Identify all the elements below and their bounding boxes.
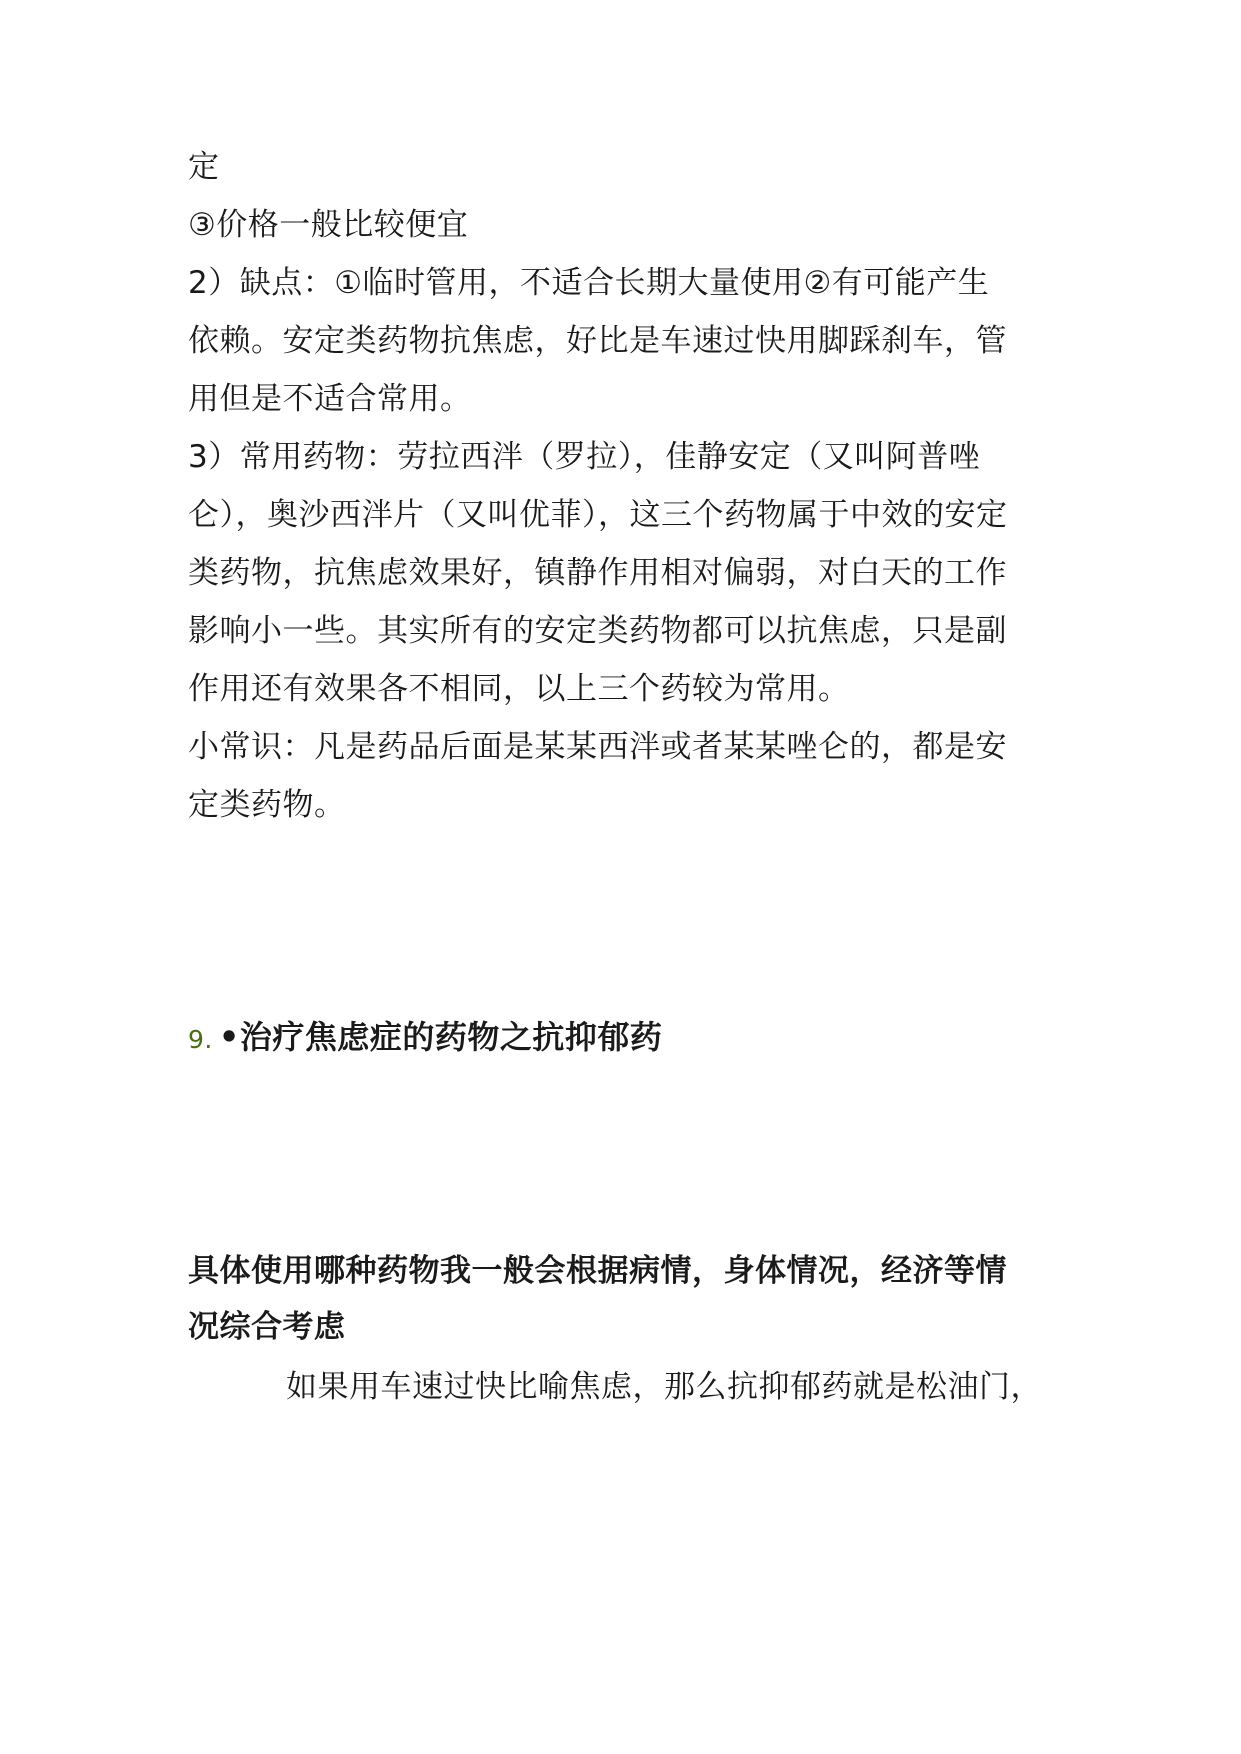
text-line: 依赖。安定类药物抗焦虑，好比是车速过快用脚踩刹车，管 xyxy=(188,323,1007,359)
text-line: 定 xyxy=(188,149,220,185)
text-line: 小常识：凡是药品后面是某某西泮或者某某唑仑的，都是安 xyxy=(188,729,1007,765)
text-line: 作用还有效果各不相同，以上三个药较为常用。 xyxy=(188,671,850,707)
text-line: 用但是不适合常用。 xyxy=(188,381,472,417)
bold-text-line: 况综合考虑 xyxy=(188,1309,346,1345)
heading-text: •治疗焦虑症的药物之抗抑郁药 xyxy=(218,1018,663,1056)
text-line: 类药物，抗焦虑效果好，镇静作用相对偏弱，对白天的工作 xyxy=(188,555,1007,591)
text-line: 2）缺点：①临时管用，不适合长期大量使用②有可能产生 xyxy=(188,265,990,301)
heading-number: 9. xyxy=(188,1025,213,1054)
indented-text-line: 如果用车速过快比喻焦虑，那么抗抑郁药就是松油门， xyxy=(286,1369,1042,1405)
text-line: 定类药物。 xyxy=(188,787,346,823)
text-line: 影响小一些。其实所有的安定类药物都可以抗焦虑，只是副 xyxy=(188,613,1007,649)
text-line: ③价格一般比较便宜 xyxy=(188,207,469,243)
text-line: 仑），奥沙西泮片（又叫优菲），这三个药物属于中效的安定 xyxy=(188,497,1008,533)
bold-text-line: 具体使用哪种药物我一般会根据病情，身体情况，经济等情 xyxy=(188,1253,1007,1289)
section-heading xyxy=(188,1017,662,1060)
text-line: 3）常用药物：劳拉西泮（罗拉），佳静安定（又叫阿普唑 xyxy=(188,439,981,475)
